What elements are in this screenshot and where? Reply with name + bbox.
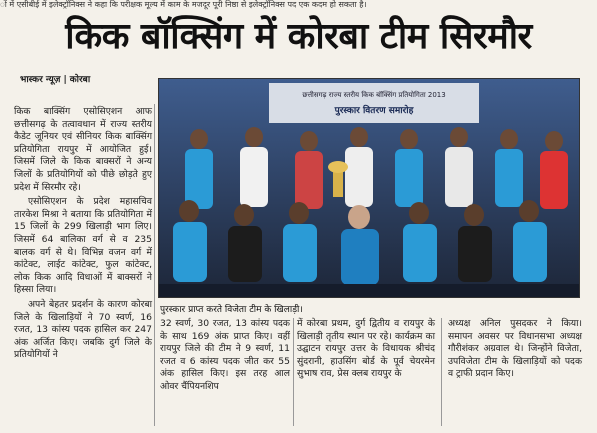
- bottom-column-3: [448, 318, 582, 381]
- bottom-column-2: [297, 318, 435, 381]
- column-divider: [293, 318, 294, 426]
- paragraph: अध्यक्ष अनिल पुसदकर ने किया। समापन अवसर पर विधानसभा अध्यक्ष गौरीशंकर अग्रवाल थे। जिन्होंने विजेता, उपविजेता टीम के खिलाड़ियों को पदक व ट्राफी प्रदान किए।: [448, 318, 582, 380]
- banner-text: छत्तीसगढ़ राज्य स्तरीय किक बॉक्सिंग प्रतियोगिता 2013: [302, 91, 446, 99]
- banner-subtitle: पुरस्कार वितरण समारोह: [334, 106, 414, 116]
- paragraph: 32 स्वर्ण, 30 रजत, 13 कांस्य पदक के साथ 169 अंक प्राप्त किए। वहीं रायपुर जिले की टीम ने 9 स्वर्ण, 11 रजत व 6 कांस्य पदक जीत कर 55 अंक हासिल किए। इस तरह आल ओवर चैंपियनशिप: [160, 318, 290, 392]
- paragraph: एसोसिएशन के प्रदेश महासचिव तारकेश मिश्रा ने बताया कि प्रतियोगिता में 15 जिलों के 299 खिलाड़ी भाग लिए। जिसमें 64 बालिका वर्ग से व 235 बालक वर्ग से थे। विभिन्न वजन वर्ग में कांटेक्ट, लाईट कांटेक्ट, फुल कांटेक्ट, लोक किक आदि विधाओं में बाक्सरों ने हिस्सा लिया।: [14, 196, 152, 296]
- paragraph: अपने बेहतर प्रदर्शन के कारण कोरबा जिले के खिलाड़ियों ने 70 स्वर्ण, 16 रजत, 13 कांस्य पदक हासिल कर 247 अंक अर्जित किए। जबकि दुर्ग जिले के प्रतियोगियों ने: [14, 298, 152, 361]
- stage-banner: [269, 83, 479, 123]
- paragraph: किक बाक्सिंग एसोसिएशन आफ छत्तीसगढ़ के तत्वावधान में राज्य स्तरीय कैडेट जूनियर एवं सीनियर किक बाक्सिंग प्रतियोगिता रायपुर में आयोजित हुई। जिसमें जिले के किक बाक्सरों ने अन्य जिलों के प्रतियोगियों को पीछे छोड़ते हुए प्रदेश में सिरमौर रहे।: [14, 106, 152, 193]
- left-column: [14, 106, 152, 362]
- column-divider: [154, 104, 155, 426]
- byline-place: कोरबा: [69, 75, 91, 85]
- photo-caption: पुरस्कार प्राप्त करते विजेता टीम के खिलाड़ी।: [160, 305, 303, 315]
- bottom-column-1: [160, 318, 290, 394]
- team-photo-illustration: [159, 79, 579, 297]
- paragraph: में कोरबा प्रथम, दुर्ग द्वितीय व रायपुर के खिलाड़ी तृतीय स्थान पर रहे। कार्यक्रम का उद्घाटन रायपुर उत्तर के विधायक श्रीचंद सुंदरानी, हाउसिंग बोर्ड के पूर्व चेयरमेन सुभाष राव, प्रेस क्लब रायपुर के: [297, 318, 435, 380]
- byline-source: भास्कर न्यूज़: [20, 75, 61, 85]
- headline: किक बॉक्सिंग में कोरबा टीम सिरमौर: [65, 16, 532, 57]
- byline: [20, 72, 90, 85]
- byline-separator: |: [63, 75, 67, 85]
- column-divider: [441, 318, 442, 426]
- previous-article-strip: ों में एसीबीई में इलेक्ट्रॉनिक्स ने कहा कि परीक्षक मूल्य में काम के मजदूर पूरी निष्ठा से इलेक्ट्रॉनिक्स पद एक कदम हो सकता है।: [0, 0, 367, 9]
- team-photo: [158, 78, 580, 298]
